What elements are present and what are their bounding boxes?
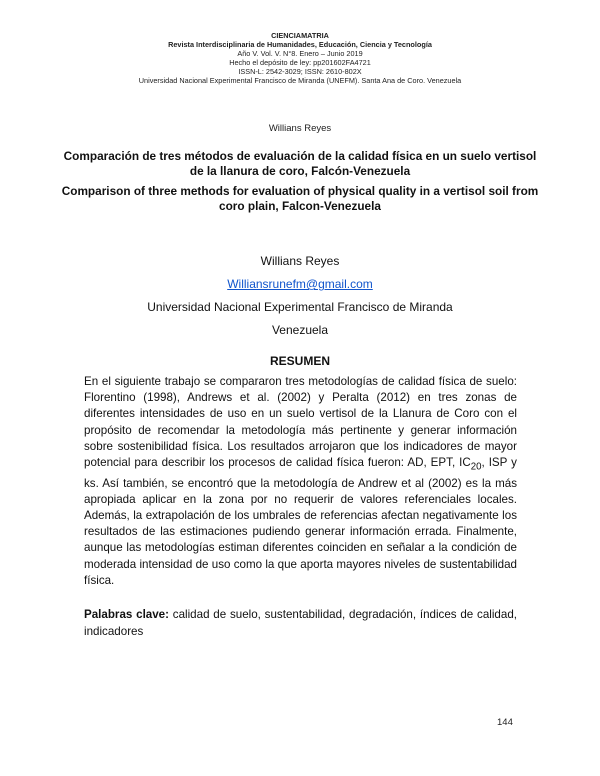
journal-name: CIENCIAMATRIA <box>271 31 329 40</box>
keywords-label: Palabras clave: <box>84 608 169 621</box>
abstract-text-part1: En el siguiente trabajo se compararon tres metodologías de calidad física de suelo: Florentino (1998), Andrews et al. (2002) y Peralta (2012) en tres zonas de diferentes intensidades de uso en un suelo vertisol de la Llanura de Coro con el propósito de recomendar la metodología más pertinente y generar información sobre sostenibilidad física. Los resultados arrojaron que los indicadores de mayor potencial para describir los procesos de calidad física fueron: AD, EPT, IC <box>84 375 517 470</box>
journal-deposit: Hecho el depósito de ley: pp201602FA4721 <box>229 57 371 67</box>
journal-institution: Universidad Nacional Experimental Francisco de Miranda (UNEFM). Santa Ana de Coro. Venezuela <box>138 75 462 85</box>
author-country: Venezuela <box>271 323 329 337</box>
keywords-text: calidad de suelo, sustentabilidad, degradación, índices de calidad, indicadores <box>84 608 517 638</box>
author-email-link[interactable]: Williansrunefm@gmail.com <box>227 277 373 291</box>
journal-header <box>60 32 540 85</box>
abstract-subscript: 20 <box>470 461 482 473</box>
author-block <box>60 250 540 342</box>
author-affiliation: Universidad Nacional Experimental Francisco de Miranda <box>147 300 453 314</box>
title-spanish: Comparación de tres métodos de evaluación de la calidad física en un suelo vertisol de la llanura de coro, Falcón-Venezuela <box>63 149 537 178</box>
page-number: 144 <box>497 717 513 728</box>
author-name: Willians Reyes <box>260 254 340 268</box>
journal-subtitle: Revista Interdisciplinaria de Humanidades, Educación, Ciencia y Tecnología <box>168 39 432 49</box>
journal-issn: ISSN-L: 2542-3029; ISSN: 2610-802X <box>238 66 362 76</box>
title-english: Comparison of three methods for evaluation of physical quality in a vertisol soil from coro plain, Falcon-Venezuela <box>61 184 539 213</box>
running-author: Willians Reyes <box>268 123 332 134</box>
keywords <box>84 606 517 640</box>
abstract-heading: RESUMEN <box>269 354 330 368</box>
journal-issue: Año V. Vol. V. N°8. Enero – Junio 2019 <box>237 48 363 58</box>
abstract-body <box>84 374 517 589</box>
abstract-text-part2: , ISP y ks. Así también, se encontró que la metodología de Andrew et al (2002) es la más apropiada aplicar en la zona por no requerir de valores referenciales locales. Además, la extrapolación de los umbrales de referencias afectan negativamente los resultados de las estimaciones pudiendo generar información errada. Finalmente, aunque las metodologías estiman diferentes coinciden en señalar a la condición de moderada intensidad de uso como la que aporta mayores niveles de sustentabilidad física. <box>84 456 517 587</box>
